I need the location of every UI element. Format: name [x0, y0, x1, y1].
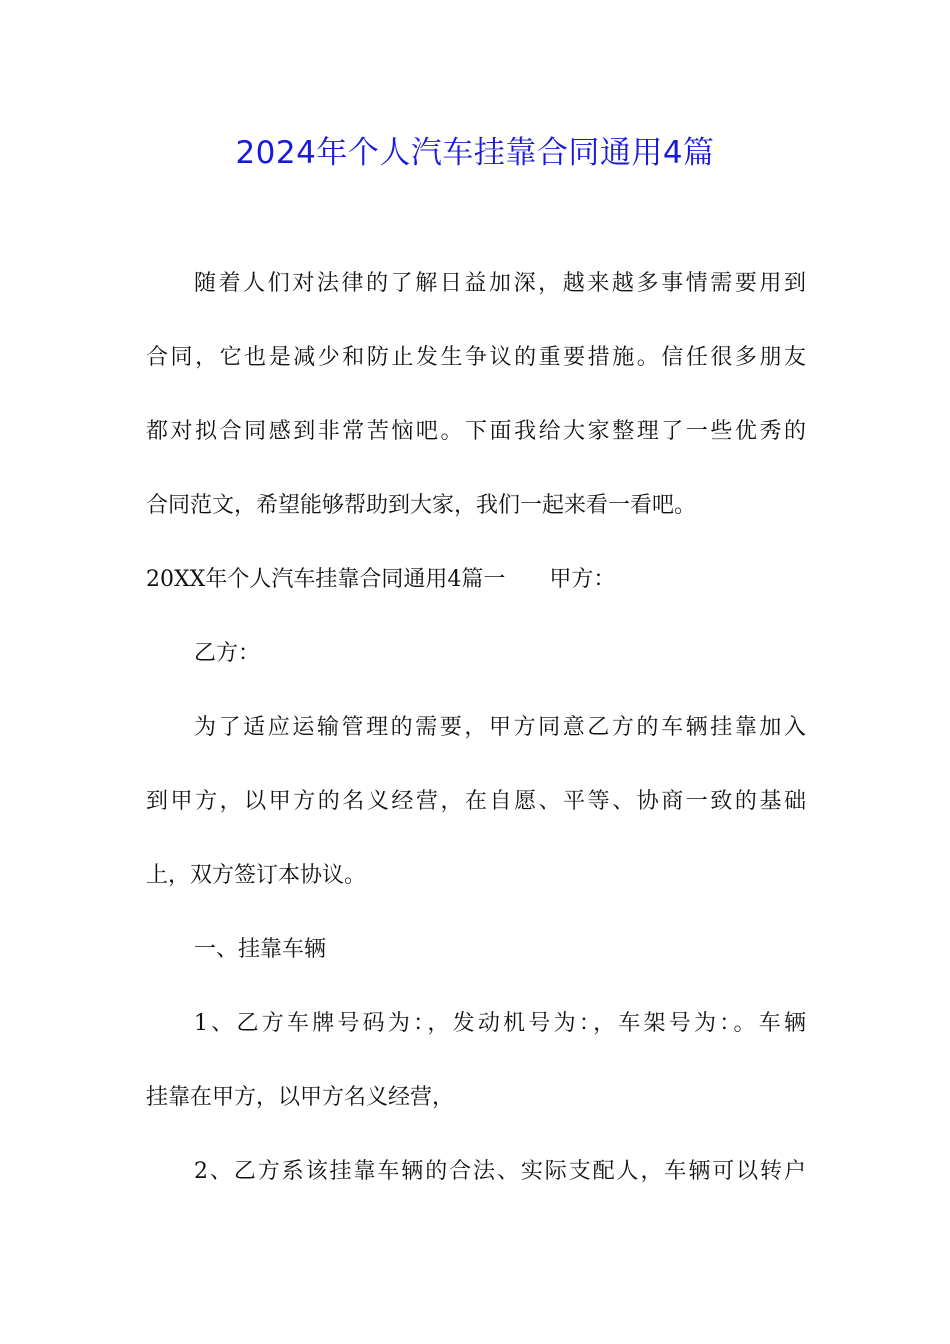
paragraph-line: 为了适应运输管理的需要，甲方同意乙方的车辆挂靠加入 [194, 715, 806, 740]
document-title: 2024年个人汽车挂靠合同通用4篇 [235, 135, 715, 171]
paragraph-line: 随着人们对法律的了解日益加深，越来越多事情需要用到 [194, 271, 806, 296]
clause-heading: 一、挂靠车辆 [194, 937, 327, 962]
clause-line: 1、乙方车牌号码为：，发动机号为：，车架号为：。车辆 [194, 1011, 806, 1036]
paragraph-line: 到甲方，以甲方的名义经营，在自愿、平等、协商一致的基础 [146, 789, 806, 814]
paragraph-line: 都对拟合同感到非常苦恼吧。下面我给大家整理了一些优秀的 [146, 419, 806, 444]
section-heading-line: 20XX年个人汽车挂靠合同通用4篇一 甲方： [146, 567, 616, 592]
clause-line: 2、乙方系该挂靠车辆的合法、实际支配人，车辆可以转户 [194, 1159, 806, 1184]
paragraph-line: 上，双方签订本协议。 [146, 863, 367, 888]
party-b-line: 乙方： [194, 641, 261, 666]
paragraph-line: 合同，它也是减少和防止发生争议的重要措施。信任很多朋友 [146, 345, 806, 370]
clause-line: 挂靠在甲方，以甲方名义经营， [146, 1085, 455, 1110]
paragraph-line: 合同范文，希望能够帮助到大家，我们一起来看一看吧。 [146, 493, 697, 518]
